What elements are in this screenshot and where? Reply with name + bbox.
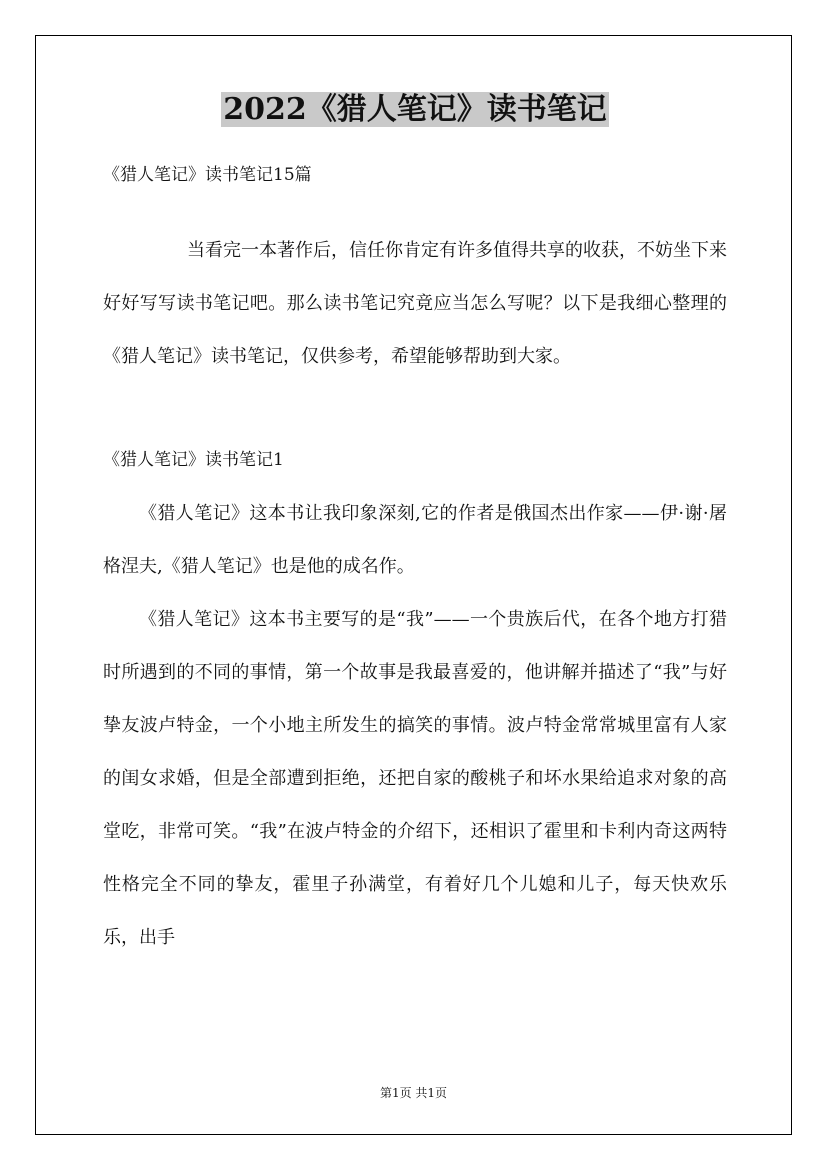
body-paragraph-1: 《猎人笔记》这本书让我印象深刻,它的作者是俄国杰出作家——伊·谢·屠格涅夫,《猎人笔记》也是他的成名作。 — [103, 503, 727, 577]
section-heading: 《猎人笔记》读书笔记1 — [103, 450, 284, 470]
document-title-text: 2022《猎人笔记》读书笔记 — [223, 92, 607, 127]
document-subtitle: 《猎人笔记》读书笔记15篇 — [103, 165, 312, 185]
page-footer: 第1页 共1页 — [379, 1086, 448, 1100]
document-title — [103, 90, 727, 130]
intro-paragraph: 当看完一本著作后，信任你肯定有许多值得共享的收获，不妨坐下来好好写写读书笔记吧。那么读书笔记究竟应当怎么写呢？以下是我细心整理的《猎人笔记》读书笔记，仅供参考，希望能够帮助到大家。 — [103, 240, 727, 367]
body-paragraph-2: 《猎人笔记》这本书主要写的是“我”——一个贵族后代，在各个地方打猎时所遇到的不同的事情，第一个故事是我最喜爱的，他讲解并描述了“我”与好挚友波卢特金，一个小地主所发生的搞笑的事情。波卢特金常常城里富有人家的闺女求婚，但是全部遭到拒绝，还把自家的酸桃子和坏水果给追求对象的高堂吃，非常可笑。“我”在波卢特金的介绍下，还相识了霍里和卡利内奇这两特性格完全不同的挚友，霍里子孙满堂，有着好几个儿媳和儿子，每天快欢乐乐，出手 — [103, 609, 727, 948]
document-body — [103, 90, 727, 964]
